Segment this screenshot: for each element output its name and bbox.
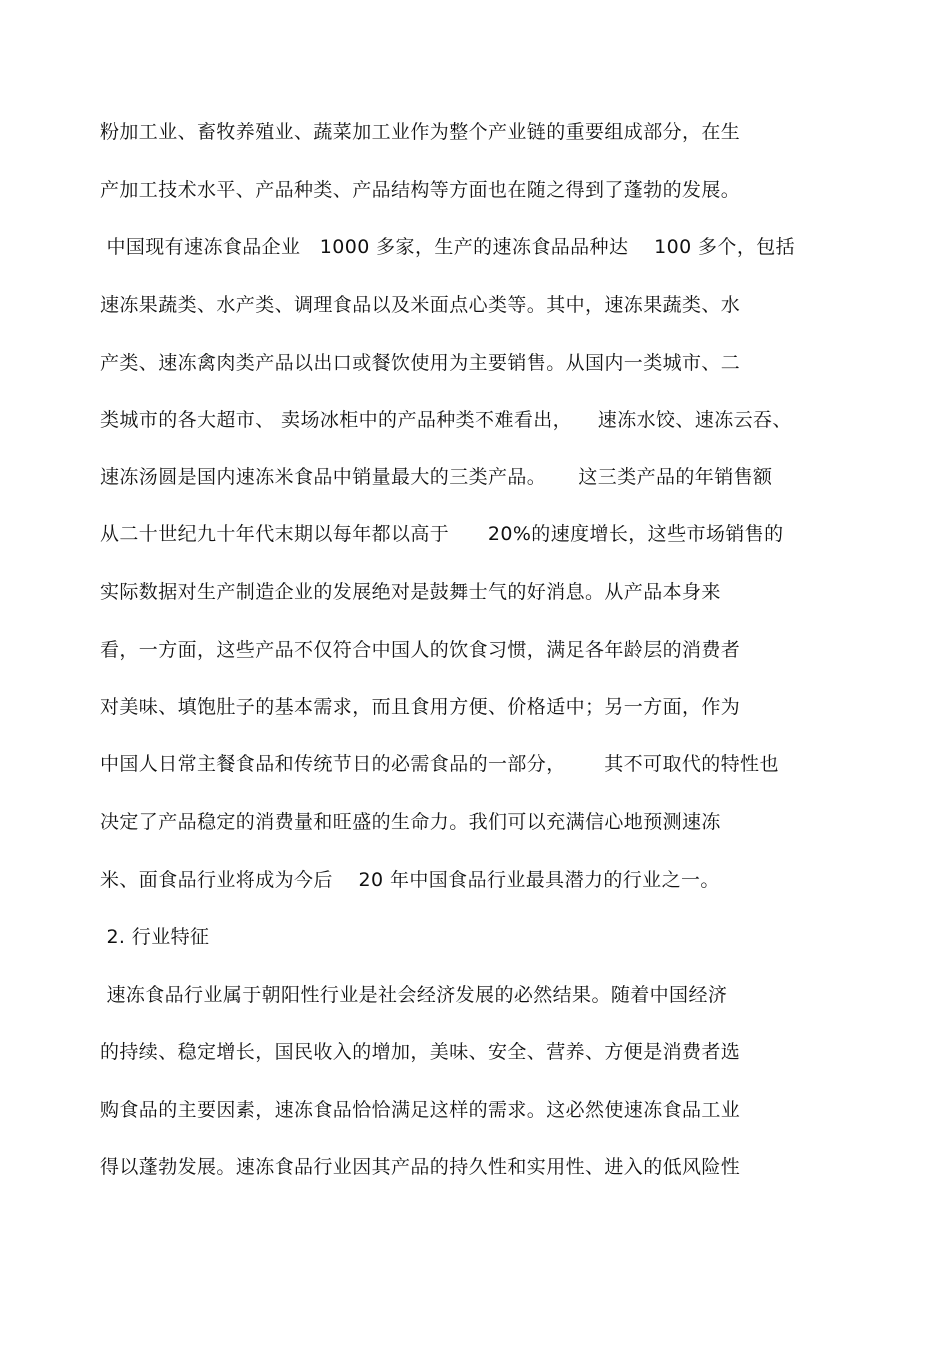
- text-line: 从二十世纪九十年代末期以每年都以高于 20%的速度增长，这些市场销售的: [100, 523, 784, 545]
- text-line: 速冻汤圆是国内速冻米食品中销量最大的三类产品。 这三类产品的年销售额: [100, 466, 773, 488]
- text-line: 速冻果蔬类、水产类、调理食品以及米面点心类等。其中，速冻果蔬类、水: [100, 294, 741, 316]
- text-line: 决定了产品稳定的消费量和旺盛的生命力。我们可以充满信心地预测速冻: [100, 811, 721, 833]
- text-line: 实际数据对生产制造企业的发展绝对是鼓舞士气的好消息。从产品本身来: [100, 581, 721, 603]
- text-line: 得以蓬勃发展。速冻食品行业因其产品的持久性和实用性、进入的低风险性: [100, 1156, 741, 1178]
- text-line: 粉加工业、畜牧养殖业、蔬菜加工业作为整个产业链的重要组成部分，在生: [100, 121, 741, 143]
- text-line: 产类、速冻禽肉类产品以出口或餐饮使用为主要销售。从国内一类城市、二: [100, 352, 741, 374]
- text-line: 的持续、稳定增长，国民收入的增加，美味、安全、营养、方便是消费者选: [100, 1041, 741, 1063]
- text-line: 米、面食品行业将成为今后 20 年中国食品行业最具潜力的行业之一。: [100, 869, 720, 891]
- text-line: 类城市的各大超市、 卖场冰柜中的产品种类不难看出， 速冻水饺、速冻云吞、: [100, 409, 792, 431]
- text-line: 购食品的主要因素，速冻食品恰恰满足这样的需求。这必然使速冻食品工业: [100, 1099, 741, 1121]
- text-line: 中国人日常主餐食品和传统节日的必需食品的一部分， 其不可取代的特性也: [100, 753, 779, 775]
- text-line: 产加工技术水平、产品种类、产品结构等方面也在随之得到了蓬勃的发展。: [100, 179, 741, 201]
- text-line: 速冻食品行业属于朝阳性行业是社会经济发展的必然结果。随着中国经济: [100, 984, 728, 1006]
- text-line: 中国现有速冻食品企业 1000 多家，生产的速冻食品品种达 100 多个，包括: [100, 236, 796, 258]
- text-line: 对美味、填饱肚子的基本需求，而且食用方便、价格适中；另一方面，作为: [100, 696, 741, 718]
- section-heading: 2. 行业特征: [100, 926, 210, 948]
- text-line: 看，一方面，这些产品不仅符合中国人的饮食习惯，满足各年龄层的消费者: [100, 639, 741, 661]
